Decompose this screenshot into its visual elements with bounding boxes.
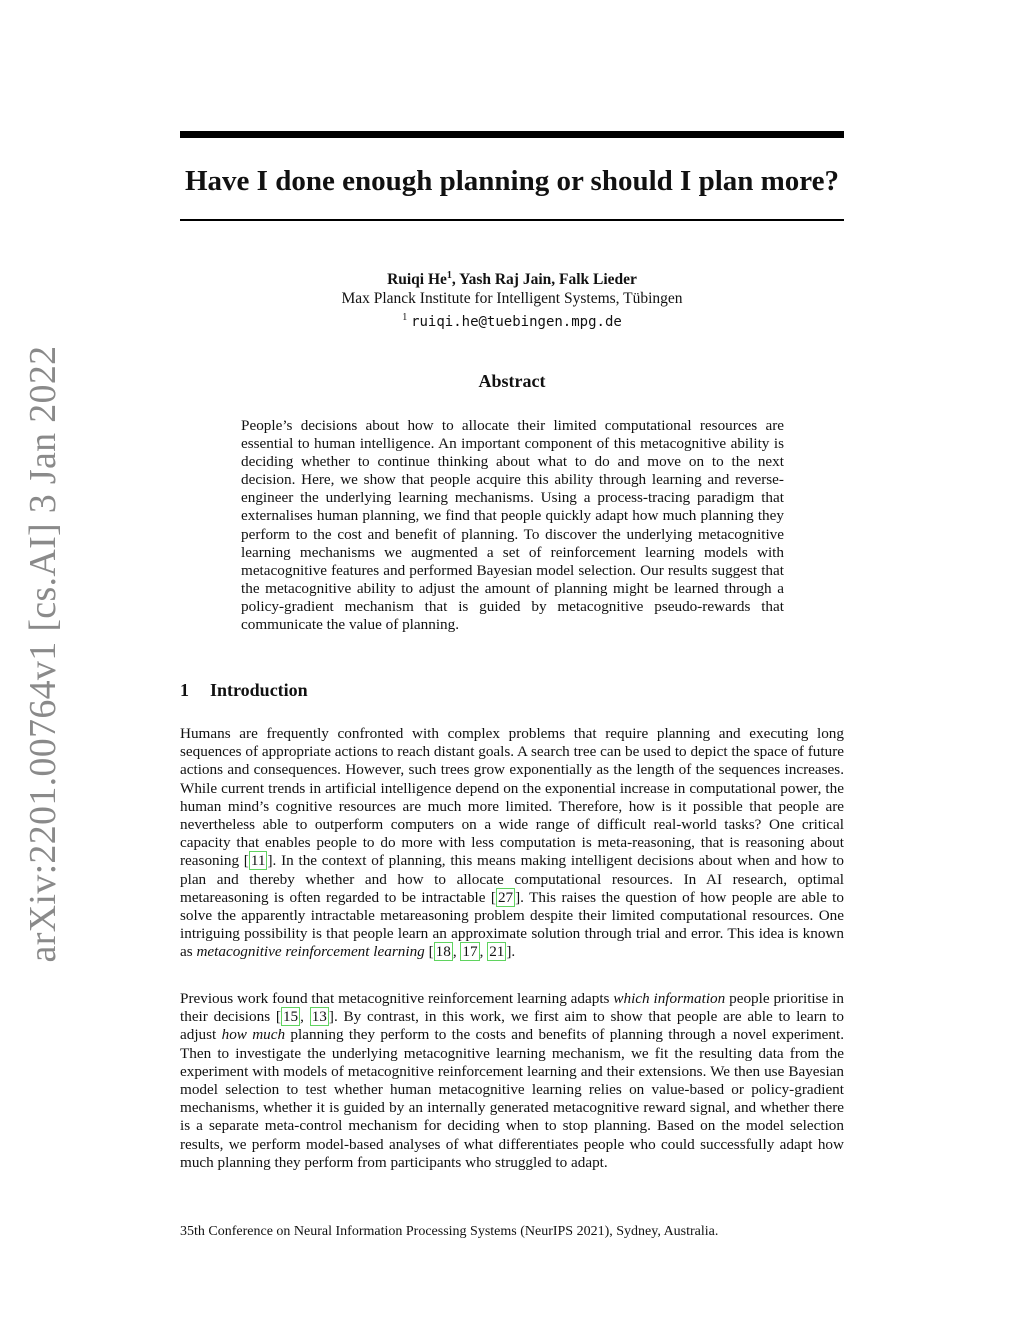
paper-title: Have I done enough planning or should I plan more? [184, 165, 840, 197]
conference-footnote: 35th Conference on Neural Information Processing Systems (NeurIPS 2021), Sydney, Australia. [180, 1224, 719, 1239]
author-email: ruiqi.he@tuebingen.mpg.de [411, 314, 622, 331]
author-affiliation-mark: 1 [446, 270, 452, 281]
arxiv-identifier-stamp: arXiv:2201.00764v1 [cs.AI] 3 Jan 2022 [22, 345, 64, 963]
section-number: 1 [180, 680, 189, 700]
emphasized-term: which information [613, 990, 726, 1007]
citation-link[interactable]: 15 [282, 1008, 299, 1026]
citation-link[interactable]: 18 [435, 943, 451, 961]
author-list [180, 266, 844, 289]
citation-separator: , [300, 1008, 310, 1026]
email-affiliation-mark: 1 [402, 312, 408, 324]
section-title: Introduction [210, 680, 308, 700]
text-run: ]. By contrast, in this work, we first aim to show that people are able to learn to adjust [180, 1008, 844, 1044]
text-run: people prioritise in their decisions [ [180, 990, 844, 1026]
section-heading-introduction [180, 680, 308, 701]
citation-separator: , [479, 943, 488, 961]
citation-link[interactable]: 17 [462, 943, 478, 961]
author-block [180, 266, 844, 332]
citation-link[interactable]: 11 [250, 852, 266, 870]
text-run: ]. [506, 943, 516, 961]
introduction-paragraph-2 [180, 990, 844, 1172]
emphasized-term: how much [221, 1026, 286, 1044]
text-run: ]. This raises the question of how people are able to solve the apparently intractable metareasoning problem despite their limited computational resources. One intriguing possibility is that people learn an approximate solution through trial and error. This idea is known as [180, 888, 844, 961]
citation-link[interactable]: 27 [497, 888, 514, 906]
other-authors: , Yash Raj Jain, Falk Lieder [451, 271, 637, 289]
citation-separator: , [452, 943, 461, 961]
title-bottom-rule [180, 219, 844, 221]
emphasized-term: metacognitive reinforcement learning [196, 943, 425, 961]
text-run: planning they perform to the costs and benefits of planning through a novel experiment. Then to investigate the underlying metacognitive learning mechanism, we fit the resulting data from the experiment with models of metacognitive reinforcement learning and their extensions. We then use Bayesian model selection to test whether human metacognitive learning relies on value-based or policy-gradient mechanisms, whether it is guided by an internally generated metacognitive reward signal, and whether there is a separate meta-control mechanism for deciding when to stop planning. Based on the model selection results, we perform model-based analyses of what differentiates people who could successfully adapt how much planning they perform from participants who struggled to adapt. [180, 1026, 845, 1171]
email-line [180, 308, 844, 332]
text-run: Humans are frequently confronted with complex problems that require planning and executing long sequences of appropriate actions to reach distant goals. A search tree can be used to depict the space of future actions and consequences. However, such trees grow exponentially as the length of the sequences increases. While current trends in artificial intelligence depend on the exponential increase in computational power, the human mind’s cognitive resources are much more limited. Therefore, how is it possible that people are nevertheless able to outperform computers on a wide range of difficult real-world tasks? One critical capacity that enables people to do more with less computation is meta-reasoning, that is reasoning about reasoning [ [180, 725, 844, 870]
abstract-text: People’s decisions about how to allocate their limited computational resources are essential to human intelligence. An important component of this metacognitive ability is deciding whether to continue thinking about what to do and move on to the next decision. Here, we show that people acquire this ability through learning and reverse-engineer the underlying learning mechanisms. Using a process-tracing paradigm that externalises human planning, we find that people quickly adapt how much planning they perform to the cost and benefit of planning. To discover the underlying metacognitive learning mechanisms we augmented a set of reinforcement learning models with metacognitive features and performed Bayesian model selection. Our results suggest that the metacognitive ability to adjust the amount of planning might be learned through a policy-gradient mechanism that is guided by metacognitive pseudo-rewards that communicate the value of planning. [241, 417, 784, 634]
affiliation: Max Planck Institute for Intelligent Systems, Tübingen [341, 290, 683, 308]
abstract-heading: Abstract [478, 371, 546, 391]
text-run: [ [424, 943, 434, 961]
citation-link[interactable]: 13 [311, 1008, 327, 1026]
title-top-rule [180, 131, 844, 138]
introduction-paragraph-1 [180, 725, 844, 962]
citation-link[interactable]: 21 [489, 943, 505, 961]
text-run: Previous work found that metacognitive reinforcement learning adapts [180, 990, 614, 1007]
text-run: ]. In the context of planning, this means making intelligent decisions about when and how to plan and thereby whether and how to allocate computational resources. In AI research, optimal metareasoning is often regarded to be intractable [ [180, 852, 845, 906]
first-author: Ruiqi He [387, 271, 447, 289]
